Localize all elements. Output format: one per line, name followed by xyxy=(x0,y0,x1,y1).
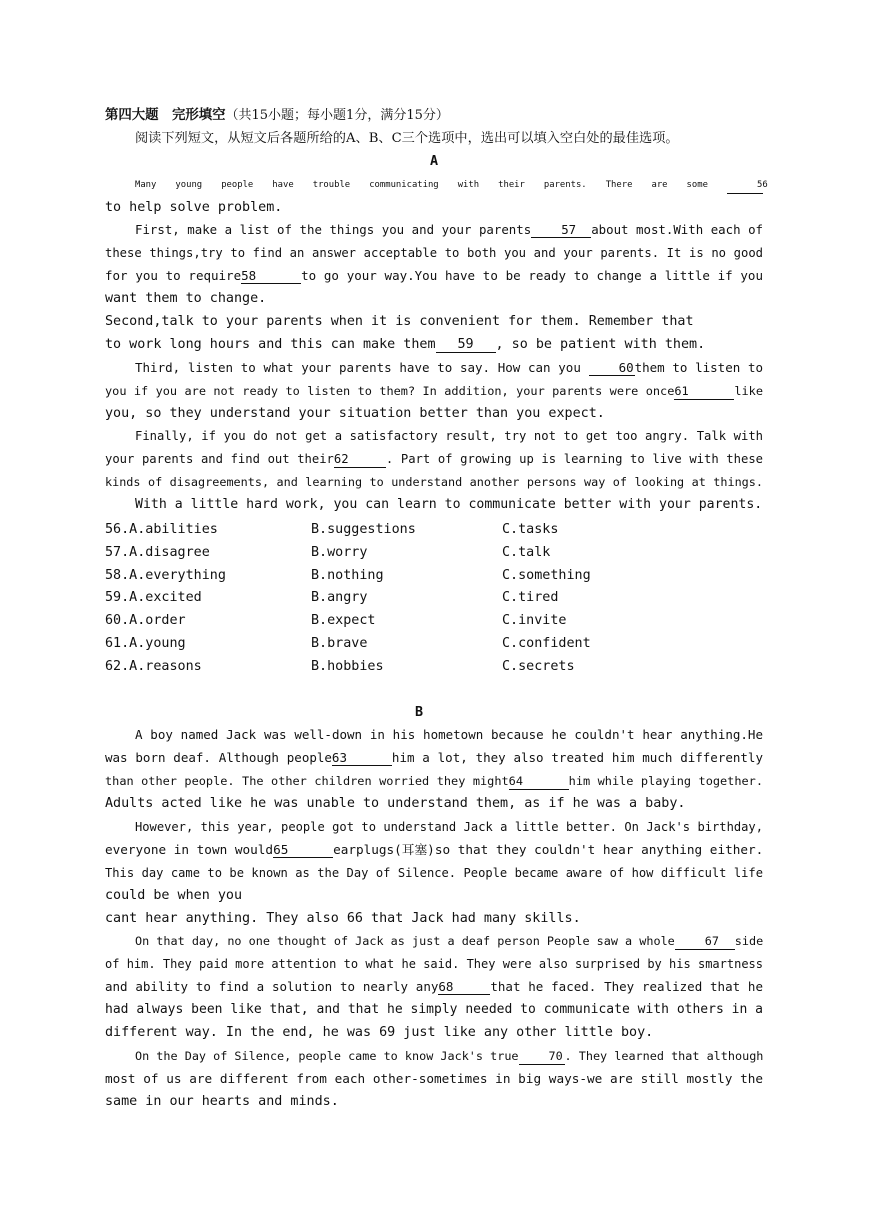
blank-64: 64 xyxy=(509,774,569,790)
paragraph-line: different way. In the end, he was 69 just like any other little boy. xyxy=(105,1024,654,1040)
blank-56: 56 xyxy=(727,178,763,194)
paragraph-line: This day came to be known as the Day of Silence. People became aware of how difficult life xyxy=(105,865,763,880)
blank-68: 68 xyxy=(438,979,490,995)
passage-a-label: A xyxy=(429,153,439,169)
paragraph-line: Third, listen to what your parents have to say. How can you 60them to listen to xyxy=(135,359,764,375)
blank-59: 59 xyxy=(436,337,496,353)
option-row: 57.A.disagree B.worry C.talk xyxy=(105,544,551,560)
paragraph-line: However, this year, people got to understand Jack a little better. On Jack's birthday, xyxy=(135,819,763,834)
section-title: 第四大题 完形填空 xyxy=(105,108,226,123)
option-row: 58.A.everything B.nothing C.something xyxy=(105,567,591,583)
option-row: 56.A.abilities B.suggestions C.tasks xyxy=(105,522,559,538)
paragraph-line: cant hear anything. They also 66 that Jack had many skills. xyxy=(105,910,581,926)
option-row: 61.A.young B.brave C.confident xyxy=(105,636,591,652)
paragraph-line: and ability to find a solution to nearly any68 that he faced. They realized that he xyxy=(105,979,763,995)
paragraph-line: On the Day of Silence, people came to know Jack's true 70 . They learned that although xyxy=(135,1048,764,1063)
score-note: （共15小题；每小题1分，满分15分） xyxy=(225,108,449,123)
document-page xyxy=(105,105,768,1114)
paragraph-line: With a little hard work, you can learn to communicate better with your parents. xyxy=(135,497,763,513)
paragraph-line: than other people. The other children worried they might64 him while playing together. xyxy=(105,774,763,789)
section-heading xyxy=(105,105,763,128)
paragraph-line: most of us are different from each other-sometimes in big ways-we are still mostly the xyxy=(105,1070,763,1086)
paragraph-line: want them to change. xyxy=(105,291,267,307)
blank-70: 70 xyxy=(519,1049,565,1065)
instruction: 阅读下列短文，从短文后各题所给的A、B、C三个选项中，选出可以填入空白处的最佳选项。 xyxy=(135,130,679,146)
paragraph-line: to work long hours and this can make them 59 , so be patient with them. xyxy=(105,336,706,352)
paragraph-line: was born deaf. Although people63 him a lot, they also treated him much differently xyxy=(105,750,763,766)
option-row: 59.A.excited B.angry C.tired xyxy=(105,590,559,606)
blank-67: 67 xyxy=(675,934,735,950)
paragraph-line: your parents and find out their62 . Part of growing up is learning to live with these xyxy=(105,452,763,467)
blank-58: 58 xyxy=(241,268,301,284)
passage-b xyxy=(105,724,763,1113)
paragraph-line: Second,talk to your parents when it is convenient for them. Remember that xyxy=(105,314,694,330)
paragraph-line: you, so they understand your situation better than you expect. xyxy=(105,405,605,421)
paragraph-line: Many young people have trouble communicating with their parents. There are some 56 xyxy=(105,174,763,197)
blank-57: 57 xyxy=(531,222,591,238)
option-row: 62.A.reasons B.hobbies C.secrets xyxy=(105,658,575,674)
blank-63: 63 xyxy=(332,750,392,766)
blank-61: 61 xyxy=(674,384,734,400)
paragraph-line: On that day, no one thought of Jack as just a deaf person People saw a whole 67 side xyxy=(135,934,764,949)
paragraph-line: everyone in town would65 earplugs(耳塞)so that they couldn't hear anything either. xyxy=(105,841,764,857)
paragraph-line: A boy named Jack was well-down in his hometown because he couldn't hear anything.He xyxy=(135,727,763,743)
paragraph-line: of him. They paid more attention to what he said. They were also surprised by his smartness xyxy=(105,957,763,972)
options-table xyxy=(105,519,763,679)
option-row: 60.A.order B.expect C.invite xyxy=(105,613,567,629)
passage-a xyxy=(105,174,768,517)
paragraph-line: had always been like that, and that he simply needed to communicate with others in a xyxy=(105,1002,763,1018)
paragraph-line: could be when you xyxy=(105,887,243,903)
paragraph-line: for you to require58 to go your way.You have to be ready to change a little if you xyxy=(105,268,763,284)
blank-62: 62 xyxy=(334,452,386,468)
paragraph-line: kinds of disagreements, and learning to understand another persons way of looking at things. xyxy=(105,475,763,490)
blank-65: 65 xyxy=(273,842,333,858)
paragraph-line: to help solve problem. xyxy=(105,199,283,215)
blank-60: 60 xyxy=(589,360,635,376)
paragraph-line: Adults acted like he was unable to understand them, as if he was a baby. xyxy=(105,796,686,812)
paragraph-line: same in our hearts and minds. xyxy=(105,1093,339,1109)
paragraph-line: these things,try to find an answer acceptable to both you and your parents. It is no good xyxy=(105,246,763,261)
paragraph-line: you if you are not ready to listen to them? In addition, your parents were once61 like xyxy=(105,383,763,398)
passage-b-label: B xyxy=(414,704,424,720)
paragraph-line: Finally, if you do not get a satisfactory result, try not to get too angry. Talk with xyxy=(135,429,763,444)
paragraph-line: First, make a list of the things you and your parents 57 about most.With each of xyxy=(135,222,764,238)
